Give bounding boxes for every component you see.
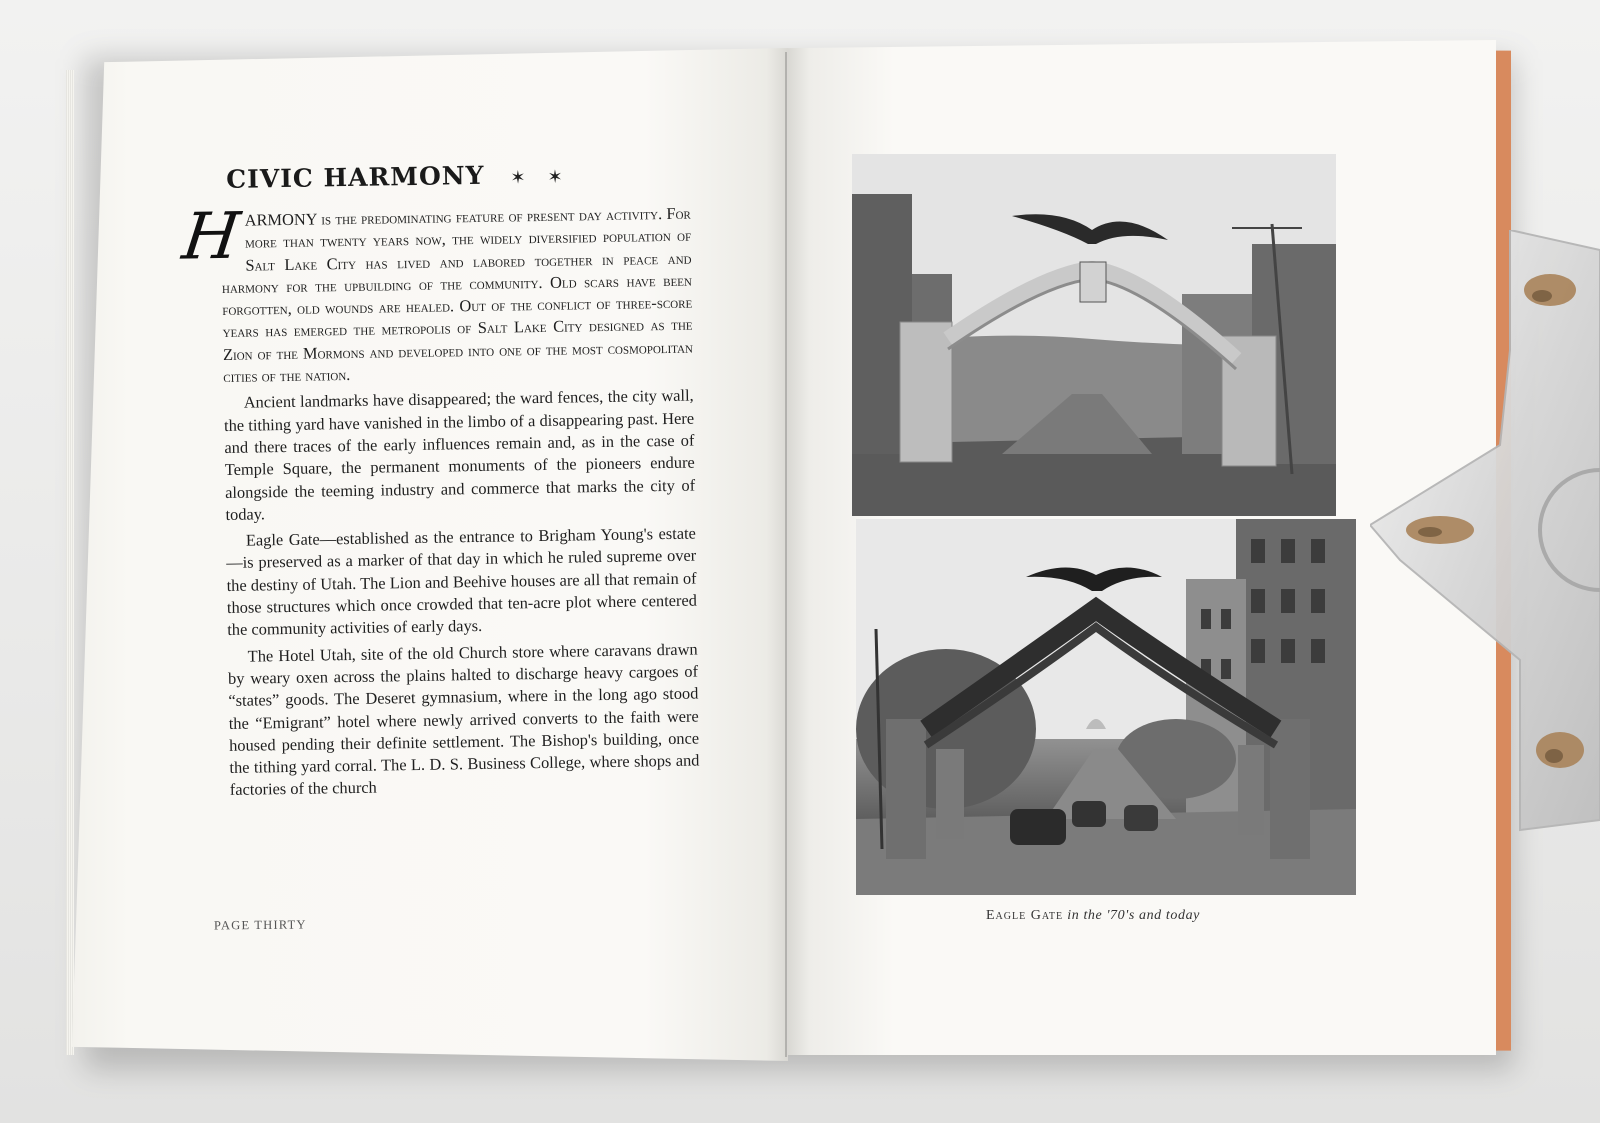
photo-caption (986, 908, 1200, 924)
drop-cap: H (178, 199, 244, 275)
caption-rest: in the '70's and today (1063, 908, 1200, 923)
photo-eagle-gate-today (856, 519, 1356, 895)
left-page-text (178, 158, 700, 802)
eagle-gate-old-illustration (852, 154, 1336, 516)
glass-ornament (1370, 230, 1600, 840)
page-heading: CIVIC HARMONY (225, 160, 485, 194)
paragraph-3: Eagle Gate—established as the entrance to Brigham Young's estate—is preserved as a marker of that day in which he ruled supreme over the destiny of Utah. The Lion and Beehive houses are all that remain of those structures which once crowded that ten-acre plot where centered the community activities of early days. (226, 523, 698, 640)
book-gutter (785, 52, 787, 1057)
page-number: PAGE THIRTY (213, 917, 307, 933)
paragraph-1-text: ARMONY is the predominating feature of present day activity. For more than twenty years now, the widely diversified population of Salt Lake City has lived and labored together in peace and harmony for the upbuilding of the community. Old scars have been forgotten, old wounds are healed. Out of the conflict of three-score years has emerged the metropolis of Salt Lake City designed as the Zion of the Mormons and developed into one of the most cosmopolitan cities of the nation. (221, 203, 694, 387)
paragraph-2: Ancient landmarks have disappeared; the ward fences, the city wall, the tithing yard have vanished in the limbo of a disappearing past. Here and there traces of the early influences remain and, as in the case of Temple Square, the permanent monuments of the pioneers endure alongside the teeming industry and commerce that marks the city of today. (223, 385, 696, 524)
ornament-icon: ✶ (547, 166, 563, 187)
caption-place: Eagle Gate (986, 908, 1064, 923)
eagle-gate-modern-illustration (856, 519, 1356, 895)
ornament-icon: ✶ (510, 167, 526, 188)
glass-star-decoration (1370, 230, 1600, 840)
paragraph-4: The Hotel Utah, site of the old Church store where caravans drawn by weary oxen across the plains halted to discharge heavy cargoes of “states” goods. The Deseret gymnasium, where in the long ago stood the “Emigrant” hotel where newly arrived converts to the faith were housed pending their definite settlement. The Bishop's building, once the tithing yard corral. The L. D. S. Business College, where shops and factories of the church (227, 639, 700, 800)
photo-eagle-gate-1870s (852, 154, 1336, 516)
page-stack-edge (66, 70, 74, 1055)
heading-row (220, 158, 691, 210)
paragraph-1 (178, 199, 694, 389)
